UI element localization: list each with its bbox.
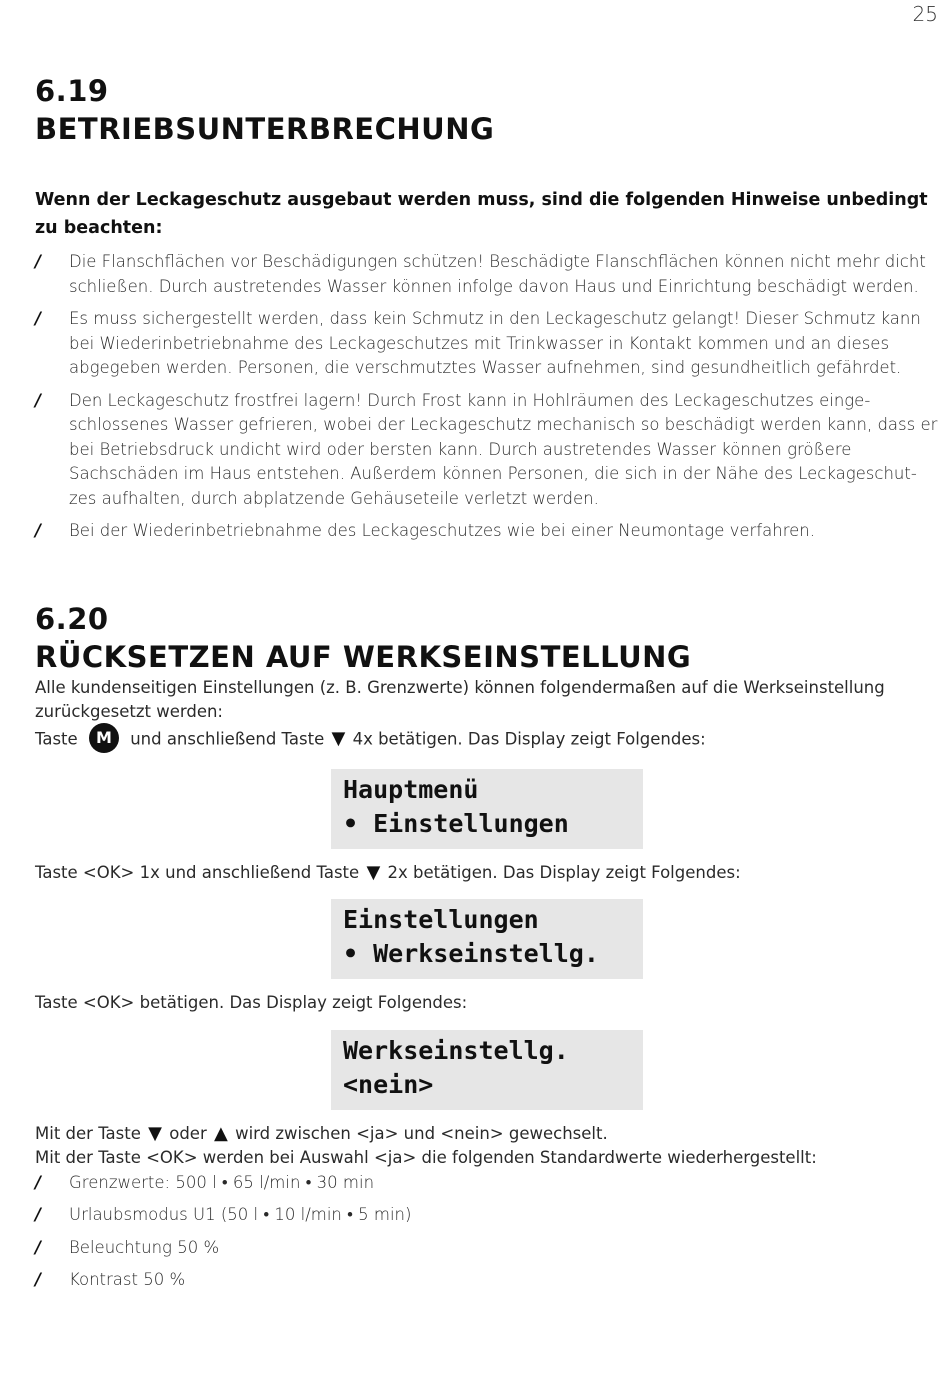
bullet-slash-icon: /: [35, 252, 42, 271]
lcd-display-2: [331, 899, 643, 979]
m-key-icon: M: [89, 723, 119, 753]
down-arrow-icon: ▼: [331, 728, 346, 749]
step-1-text-a: Taste: [35, 729, 78, 748]
list-item: [35, 1171, 940, 1196]
step-1: [35, 725, 940, 755]
section-lead: Wenn der Leckageschutz ausgebaut werden muss, sind die folgenden Hinweise unbedingt zu beachten:: [35, 190, 928, 238]
list-item-text: Die Flanschflächen vor Beschädigungen schützen! Beschädigte Flanschflächen können nicht mehr dicht schließen. Durch austretendes Wasser können infolge davon Haus und Einrichtung beschädigt werden.: [69, 252, 926, 296]
step-1-text-c: 4x betätigen. Das Display zeigt Folgendes:: [352, 729, 706, 748]
list-item: [35, 307, 940, 381]
list-item: [35, 1203, 940, 1228]
down-arrow-icon: ▼: [148, 1122, 162, 1144]
hint-list: [35, 250, 940, 544]
list-item: [35, 519, 940, 544]
reset-intro: Alle kundenseitigen Einstellungen (z. B. Grenzwerte) können folgendermaßen auf die Werkseinstellung zurückgesetzt werden:: [35, 677, 885, 721]
list-item-text: Grenzwerte: 500 l • 65 l/min • 30 min: [69, 1172, 375, 1192]
down-arrow-icon: ▼: [366, 861, 381, 883]
display-line-2: <nein>: [343, 1069, 434, 1099]
step-1-text-b: und anschließend Taste: [130, 729, 325, 748]
list-item-text: Beleuchtung 50 %: [69, 1237, 220, 1257]
bullet-slash-icon: /: [35, 390, 42, 410]
toggle-text-a: Mit der Taste: [35, 1123, 141, 1143]
bullet-slash-icon: /: [35, 1172, 42, 1192]
lcd-display-1: [331, 769, 643, 849]
display-line-1: Hauptmenü: [343, 774, 479, 804]
list-item-text: Urlaubsmodus U1 (50 l • 10 l/min • 5 min): [69, 1205, 412, 1224]
section-6-20-heading: [35, 600, 940, 676]
section-number: 6.19: [35, 74, 109, 108]
lcd-display-3: [331, 1030, 643, 1110]
section-6-19-heading: [35, 72, 940, 148]
bullet-slash-icon: /: [35, 309, 42, 328]
step-2: [35, 861, 940, 886]
bullet-slash-icon: /: [35, 1237, 42, 1257]
bullet-slash-icon: /: [35, 521, 42, 540]
step-3: Taste <OK> betätigen. Das Display zeigt Folgendes:: [35, 993, 468, 1012]
section-title: BETRIEBSUNTERBRECHUNG: [35, 112, 495, 146]
toggle-text-c: wird zwischen <ja> und <nein> gewechselt.: [235, 1123, 608, 1143]
toggle-text-b: oder: [169, 1123, 207, 1143]
list-item-text: Den Leckageschutz frostfrei lagern! Durch Frost kann in Hohlräumen des Leckageschutzes einge- schlossenes Wasser gefrieren, wobei der Leckageschutz mechanisch so beschädigt werden kann, dass er bei Betriebsdruck undicht wird oder bersten kann. Durch austretendes Wasser können größere Sachschäden im Haus entstehen. Außerdem können Personen, die sich in der Nähe des Leckageschut- zes aufhalten, durch abplatzende Gehäuseteile verletzt werden.: [69, 390, 938, 508]
toggle-instruction: [35, 1122, 940, 1147]
section-number: 6.20: [35, 601, 109, 636]
bullet-slash-icon: /: [35, 1270, 42, 1289]
display-line-1: Werkseinstellg.: [343, 1035, 569, 1065]
display-line-1: Einstellungen: [343, 905, 539, 934]
list-item-text: Kontrast 50 %: [69, 1270, 186, 1289]
step-2-text-a: Taste <OK> 1x und anschließend Taste: [35, 862, 360, 882]
defaults-list: [35, 1171, 940, 1293]
display-line-2: • Einstellungen: [343, 808, 569, 838]
up-arrow-icon: ▲: [213, 1122, 228, 1144]
page-number: 25: [912, 2, 938, 26]
list-item-text: Es muss sichergestellt werden, dass kein Schmutz in den Leckageschutz gelangt! Dieser Schmutz kann bei Wiederinbetriebnahme des Leckageschutzes mit Trinkwasser in Kontakt kommen und an dieses abgegeben werden. Personen, die verschmutztes Wasser aufnehmen, sind gesundheitlich gefährdet.: [69, 309, 921, 377]
bullet-slash-icon: /: [35, 1205, 42, 1224]
section-title: RÜCKSETZEN AUF WERKSEINSTELLUNG: [35, 639, 692, 674]
list-item: [35, 1236, 940, 1261]
page-content: [35, 72, 940, 1301]
step-2-text-b: 2x betätigen. Das Display zeigt Folgendes:: [387, 862, 741, 882]
list-item: [35, 250, 940, 299]
list-item: [35, 1268, 940, 1293]
list-item: [35, 389, 940, 512]
list-item-text: Bei der Wiederinbetriebnahme des Leckageschutzes wie bei einer Neumontage verfahren.: [69, 521, 815, 540]
confirm-instruction: Mit der Taste <OK> werden bei Auswahl <ja> die folgenden Standardwerte wiederhergestellt:: [35, 1148, 817, 1167]
display-line-2: • Werkseinstellg.: [343, 939, 599, 968]
